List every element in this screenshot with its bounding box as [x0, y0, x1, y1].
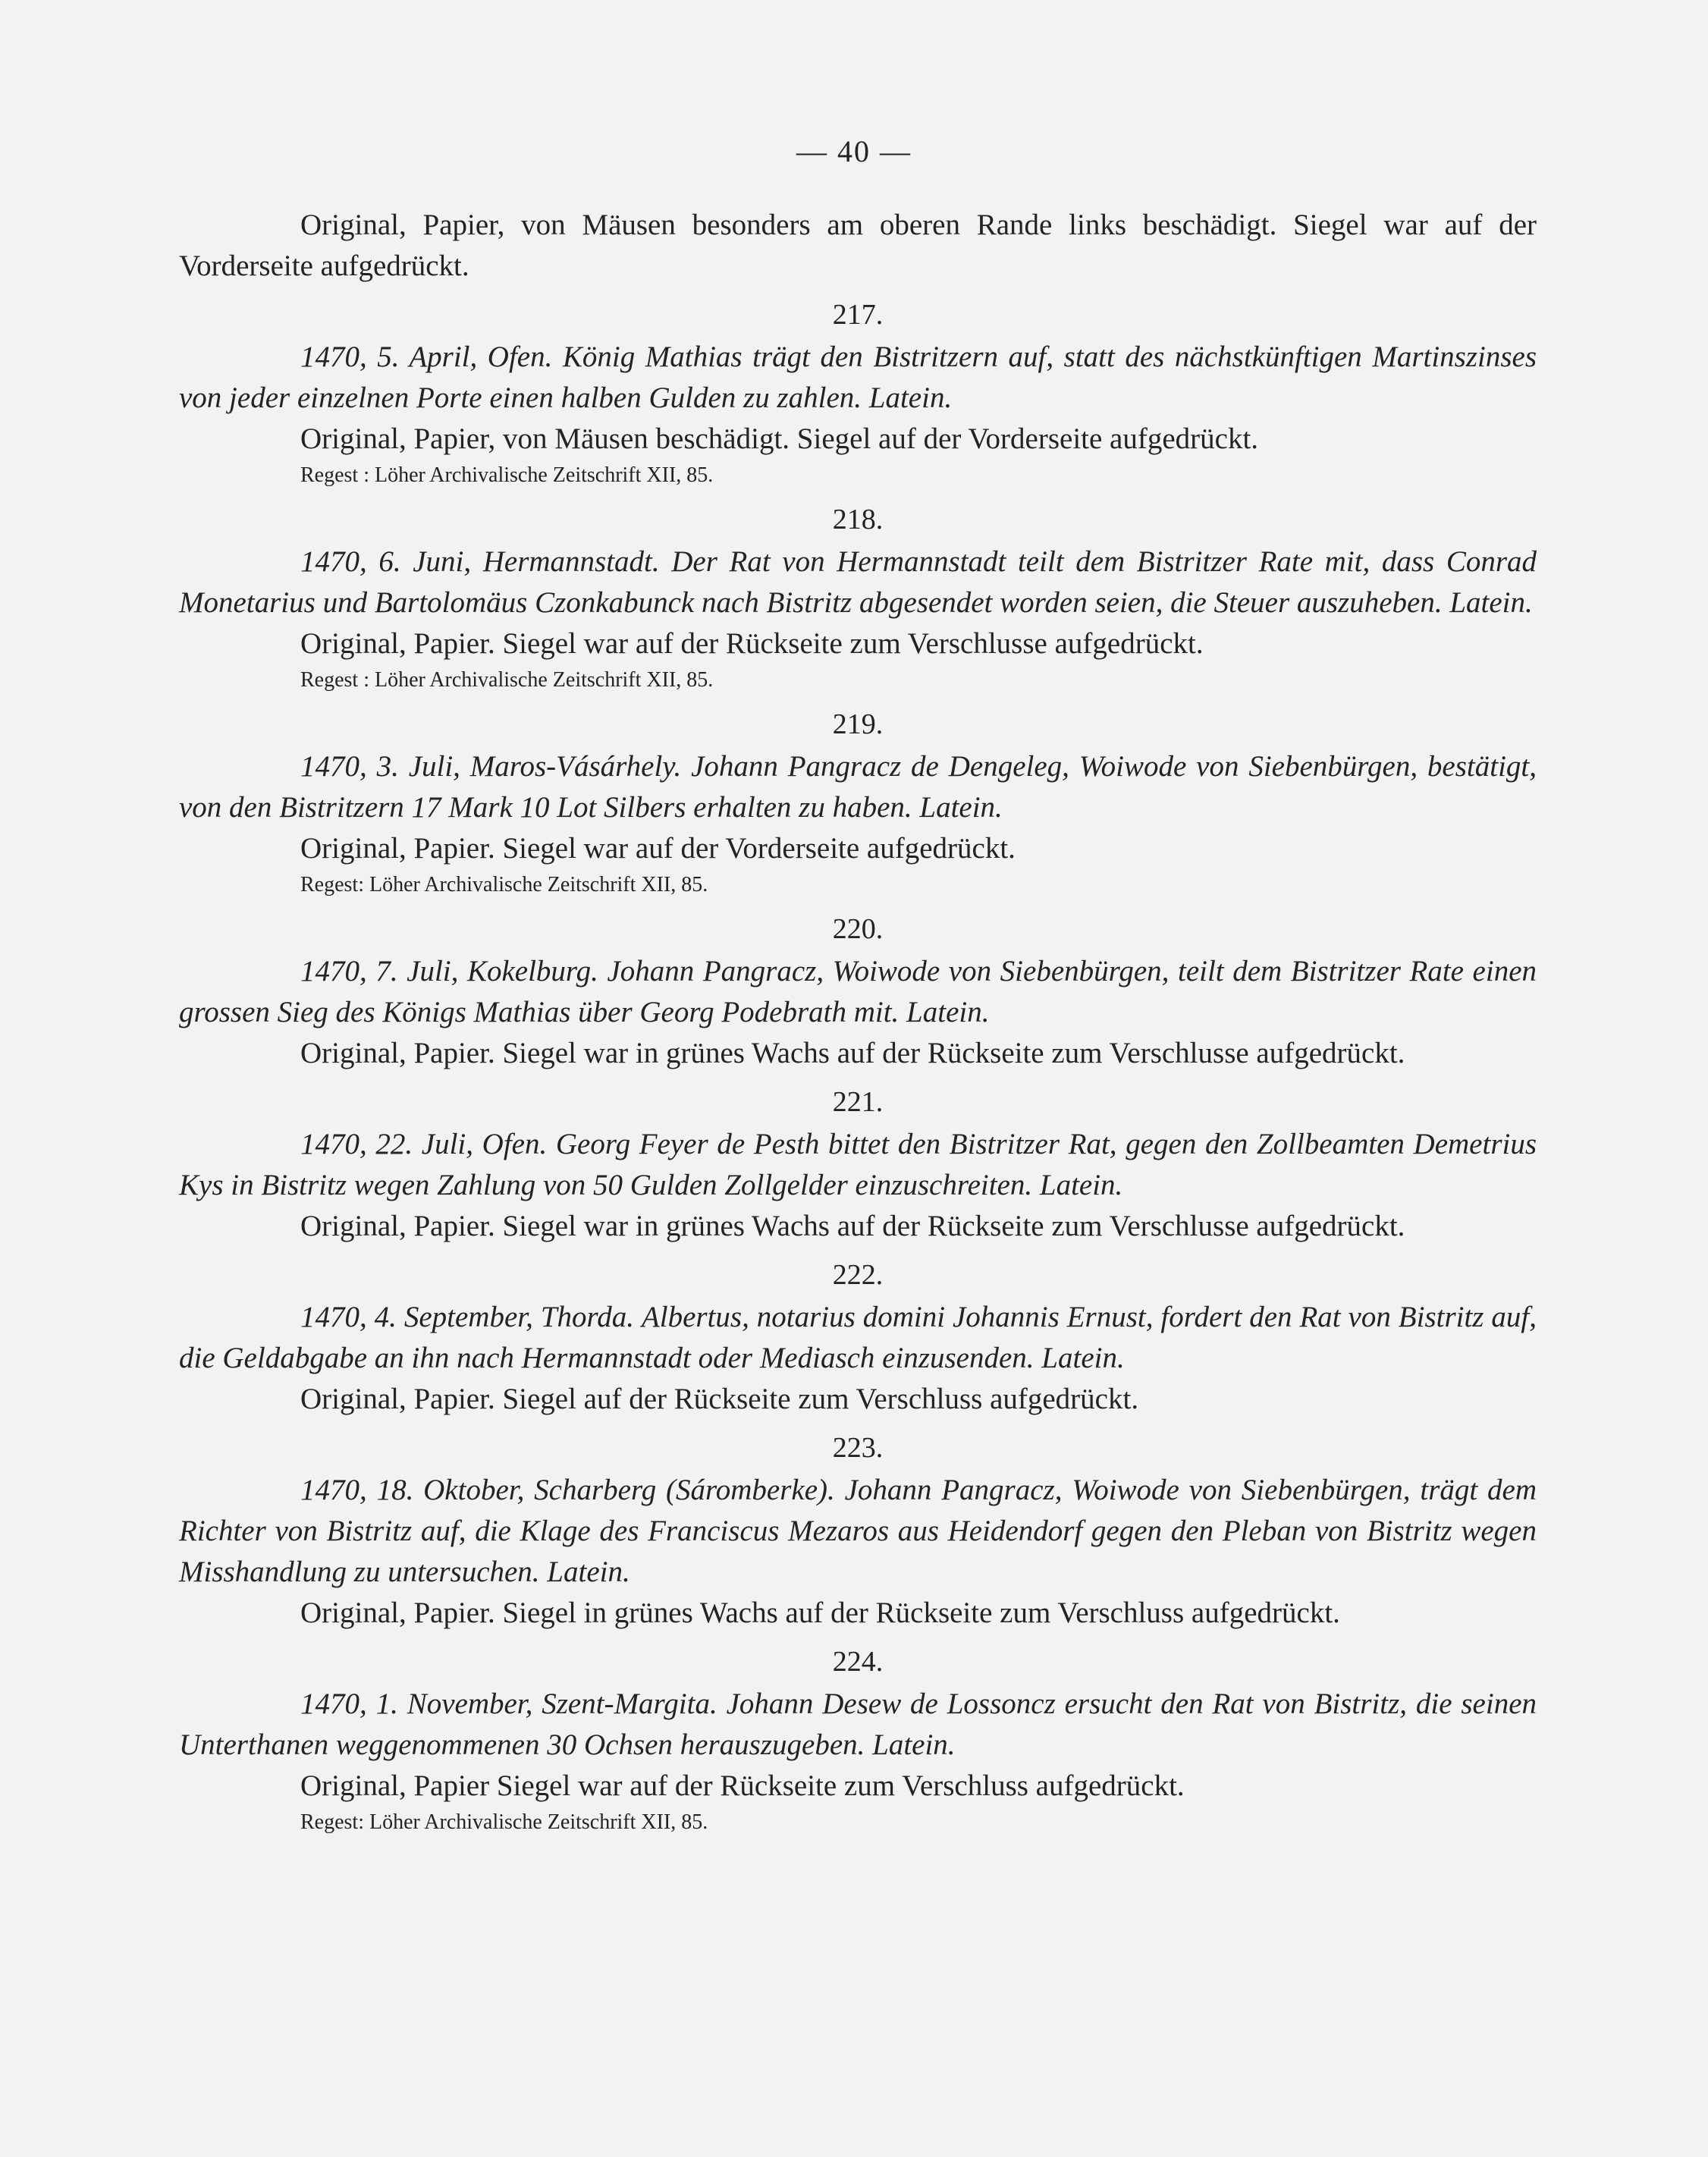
entry-regest: Regest: Löher Archivalische Zeitschrift XII, 85.: [300, 1810, 708, 1834]
entry-text: [179, 1684, 1537, 1766]
entry-text: [179, 1297, 1537, 1379]
entry-number: 223.: [832, 1432, 884, 1464]
entry-original: Original, Papier. Siegel in grünes Wachs auf der Rückseite zum Verschluss aufgedrückt.: [300, 1597, 1340, 1629]
entry-number: 219.: [832, 708, 884, 740]
entry-summary: Albertus, notarius domini Johannis Ernust, fordert den Rat von Bistritz auf, die Geldabgabe an ihn nach Hermannstadt oder Mediasch einzusenden. Latein.: [179, 1301, 1537, 1374]
entry-217: [179, 293, 1537, 491]
entry-date: 1470, 7. Juli, Kokelburg.: [300, 955, 598, 987]
entry-223: [179, 1426, 1537, 1634]
entry-regest: Regest: Löher Archivalische Zeitschrift XII, 85.: [300, 873, 708, 896]
entry-number: 218.: [832, 504, 884, 535]
entry-summary: Johann Pangracz de Dengeleg, Woiwode von Siebenbürgen, bestätigt, von den Bistritzern 17 Mark 10 Lot Silbers erhalten zu haben. Latein.: [179, 750, 1537, 824]
entry-text: [179, 951, 1537, 1033]
page-number: — 40 —: [796, 134, 912, 168]
document-body: [179, 205, 1537, 1843]
entry-number: 222.: [832, 1259, 884, 1291]
entry-221: [179, 1080, 1537, 1247]
entry-date: 1470, 3. Juli, Maros-Vásárhely.: [300, 750, 682, 783]
entry-number: 217.: [832, 299, 884, 331]
entry-summary: Johann Pangracz, Woiwode von Siebenbürgen, trägt dem Richter von Bistritz auf, die Klage des Franciscus Mezaros aus Heidendorf gegen den Pleban von Bistritz wegen Misshandlung zu untersuchen. Latein.: [179, 1474, 1537, 1588]
entry-number: 220.: [832, 913, 884, 945]
entry-text: [179, 542, 1537, 623]
entry-original: Original, Papier, von Mäusen beschädigt. Siegel auf der Vorderseite aufgedrückt.: [300, 422, 1259, 455]
entry-date: 1470, 22. Juli, Ofen.: [300, 1128, 548, 1160]
entry-regest: Regest : Löher Archivalische Zeitschrift XII, 85.: [300, 463, 714, 487]
entry-regest: Regest : Löher Archivalische Zeitschrift XII, 85.: [300, 668, 714, 692]
entry-summary: Johann Pangracz, Woiwode von Siebenbürgen, teilt dem Bistritzer Rate einen grossen Sieg des Königs Mathias über Georg Podebrath mit. Latein.: [179, 955, 1537, 1028]
entry-original: Original, Papier. Siegel war in grünes Wachs auf der Rückseite zum Verschlusse aufgedrückt.: [300, 1037, 1405, 1069]
entry-original: Original, Papier Siegel war auf der Rückseite zum Verschluss aufgedrückt.: [300, 1769, 1185, 1802]
entry-summary: König Mathias trägt den Bistritzern auf, statt des nächstkünftigen Martinszinses von jeder einzelnen Porte einen halben Gulden zu zahlen. Latein.: [179, 341, 1537, 414]
entry-original: Original, Papier. Siegel auf der Rückseite zum Verschluss aufgedrückt.: [300, 1383, 1139, 1415]
entry-222: [179, 1253, 1537, 1420]
entry-original: Original, Papier. Siegel war auf der Rückseite zum Verschlusse aufgedrückt.: [300, 627, 1204, 660]
entry-224: [179, 1640, 1537, 1838]
entry-date: 1470, 18. Oktober, Scharberg (Sáromberke).: [300, 1474, 835, 1506]
entry-summary: Georg Feyer de Pesth bittet den Bistritzer Rat, gegen den Zollbeamten Demetrius Kys in Bistritz wegen Zahlung von 50 Gulden Zollgelder einzuschreiten. Latein.: [179, 1128, 1537, 1201]
entry-220: [179, 907, 1537, 1074]
entry-218: [179, 498, 1537, 696]
entry-date: 1470, 4. September, Thorda.: [300, 1301, 634, 1333]
entry-original: Original, Papier. Siegel war auf der Vorderseite aufgedrückt.: [300, 832, 1016, 865]
entry-text: [179, 337, 1537, 419]
entry-text: [179, 746, 1537, 828]
entry-date: 1470, 1. November, Szent-Margita.: [300, 1688, 717, 1720]
entry-summary: Johann Desew de Lossoncz ersucht den Rat von Bistritz, die seinen Unterthanen weggenommenen 30 Ochsen herauszugeben. Latein.: [179, 1688, 1537, 1761]
entry-text: [179, 1470, 1537, 1593]
entry-summary: Der Rat von Hermannstadt teilt dem Bistritzer Rate mit, dass Conrad Monetarius und Bartolomäus Czonkabunck nach Bistritz abgesendet worden seien, die Steuer auszuheben. Latein.: [179, 545, 1537, 619]
entry-number: 224.: [832, 1646, 884, 1678]
entry-text: [179, 1124, 1537, 1206]
intro-original: Original, Papier, von Mäusen besonders am oberen Rande links beschädigt. Siegel war auf der Vorderseite aufgedrückt.: [179, 209, 1537, 282]
entry-original: Original, Papier. Siegel war in grünes Wachs auf der Rückseite zum Verschlusse aufgedrückt.: [300, 1210, 1405, 1242]
entry-number: 221.: [832, 1086, 884, 1118]
entry-date: 1470, 5. April, Ofen.: [300, 341, 553, 373]
entry-219: [179, 702, 1537, 901]
entry-date: 1470, 6. Juni, Hermannstadt.: [300, 545, 660, 578]
